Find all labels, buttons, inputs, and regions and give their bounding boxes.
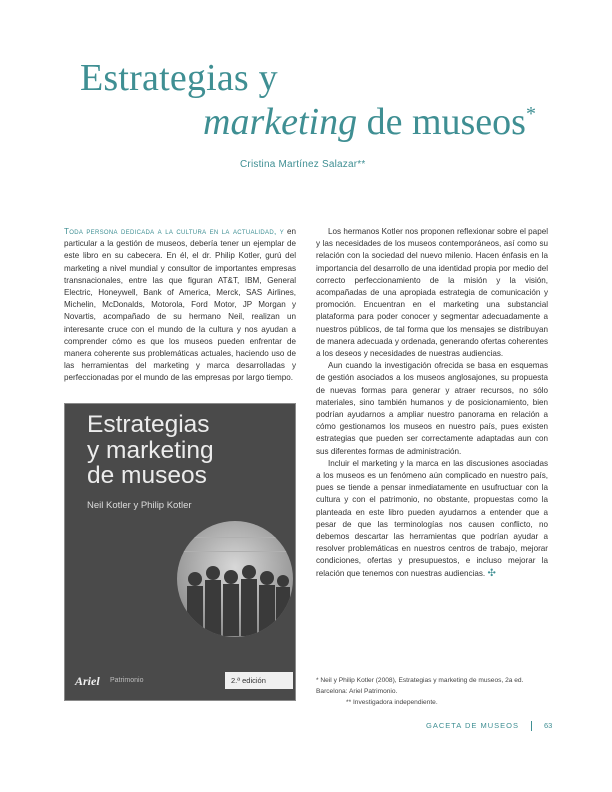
author-byline: Cristina Martínez Salazar**: [240, 159, 366, 170]
footnote-2: ** Investigadora independiente.: [346, 699, 438, 706]
page-number: 63: [543, 721, 553, 730]
article-title-line1: Estrategias y: [80, 57, 278, 99]
body-paragraph: Los hermanos Kotler nos proponen reflexionar sobre el papel y las necesidades de los museos contemporáneos, así como su relación con la sociedad del nuevo milenio. Hacen énfasis en la importancia del desarrollo de una identidad propia por medio del correcto perfeccionamiento de la misión y la visión, acompañadas de una apropiada estrategia de comunicación y promoción. Encuentran en el marketing una substancial plataforma para poder conocer y segmentar adecuadamente a nuestros públicos, de tal forma que los mensajes se distribuyan de manera adecuada y ordenada, generando ofertas coherentes a los deseos y necesidades de nuestras audiencias.: [316, 227, 548, 359]
article-title-line2: [203, 94, 536, 142]
body-paragraph: Aun cuando la investigación ofrecida se basa en esquemas de gestión asociados a los museos anglosajones, su propuesta de nuevas formas para generar y atraer recursos, no sólo materiales, sino también humanos y de posicionamiento, bien podrían ayudarnos a ampliar nuestro panorama en relación a cómo gestionamos los museos en nuestro país, pues existen estrategias que pueden ser correctamente adaptadas aun con sus diferentes formas de administración.: [316, 361, 548, 456]
footnotes: [316, 675, 548, 708]
publication-name: GACETA DE MUSEOS: [426, 721, 519, 730]
left-column: [64, 226, 296, 385]
body-paragraph: [316, 458, 548, 580]
page-footer: [426, 721, 552, 731]
book-title-line: de museos: [87, 462, 207, 489]
title-italic-word: marketing: [203, 101, 358, 143]
footnote-1: * Neil y Philip Kotler (2008), Estrategias y marketing de museos, 2a ed. Barcelona: Ariel Patrimonio.: [316, 677, 524, 695]
book-publisher-logo: Ariel: [75, 674, 100, 688]
title-rest: de museos: [357, 101, 526, 143]
book-cover-title: [87, 412, 287, 489]
footer-divider: [531, 721, 532, 731]
lead-smallcaps: Toda persona dedicada a la cultura en la actualidad, y: [64, 227, 285, 236]
book-series: Patrimonio: [110, 677, 144, 684]
book-edition-label: 2.ª edición: [225, 672, 293, 689]
book-cover-image: [64, 403, 296, 701]
book-cover-photo: [173, 517, 296, 641]
book-cover-authors: Neil Kotler y Philip Kotler: [87, 500, 192, 511]
intro-paragraph: [64, 226, 296, 385]
body-paragraph-text: Incluir el marketing y la marca en las discusiones asociadas a los museos es un fenómeno aún complicado en nuestro país, pues se tiende a pensar inmediatamente en usufructuar con la cultura y con el patrimonio, no obstante, propuestas como la planteada en este libro pueden ayudarnos a entender que a pesar de que las terminologías nos causen conflicto, no debemos descartar las herramientas que podrían ayudar a resolver problemáticas en nuestros centros de trabajo, mejorar condiciones, ofertas y presupuestos, e incluso mejorar la relación que tenemos con nuestras audiencias.: [316, 458, 548, 578]
intro-text: en particular a la gestión de museos, debería tener un ejemplar de este libro en su cabecera. En él, el dr. Philip Kotler, gurú del marketing a nivel mundial y consultor de importantes empresas transnacionales, entre las que figuran AT&T, IBM, General Electric, Honeywell, Bank of America, Merck, SAS Airlines, Michelin, McDonalds, Motorola, Ford Motor, JP Morgan y Novartis, acompañado de su hermano Neil, realizan un interesante cruce con el mundo de la cultura y nos ayudan a comprender cómo es que los museos pueden enfrentar de manera coherente sus problemáticas actuales, haciendo uso de las herramientas del marketing y marca desarrolladas y perfeccionadas por el mundo de las empresas por largo tiempo.: [64, 227, 296, 383]
book-title-line: Estrategias: [87, 411, 210, 438]
right-column: [316, 226, 548, 580]
title-footnote-mark: *: [525, 103, 536, 125]
book-title-line: y marketing: [87, 436, 214, 464]
end-of-article-icon: ✣: [487, 567, 496, 579]
